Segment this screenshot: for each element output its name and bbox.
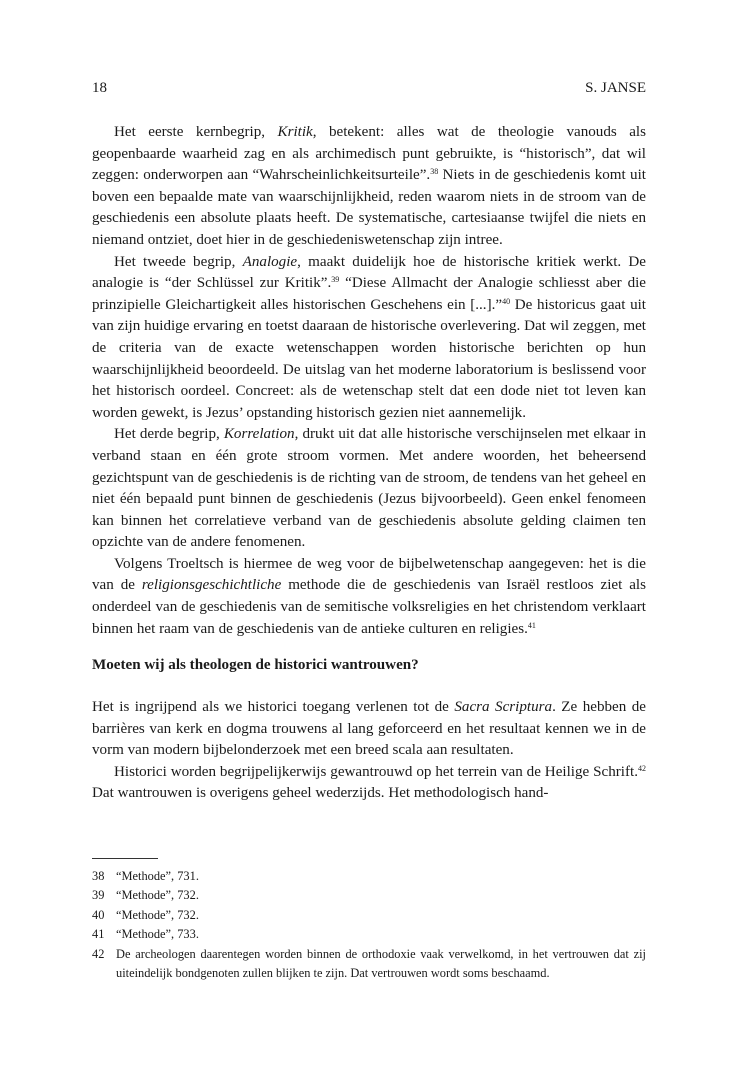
- footnote-text: De archeologen daarentegen worden binnen de orthodoxie vaak verwelkomd, in het vertrouwen dat zij uiteindelijk bondgenoten zullen blijken te zijn. Dat vertrouwen wordt soms beschaamd.: [116, 946, 646, 981]
- section-text: [92, 697, 646, 805]
- footnote-number: 41: [92, 927, 105, 942]
- page-number: 18: [92, 80, 107, 96]
- page-header: [92, 79, 646, 97]
- footnote-ref: 38: [430, 167, 439, 177]
- footnote: [92, 906, 646, 925]
- footnote-ref: 41: [527, 620, 536, 630]
- footnote-number: 39: [92, 888, 105, 903]
- footnote: [92, 945, 646, 984]
- text-run: “Diese Allmacht der Analogie schliesst aber die prinzipielle Gleichartigkeit alles historischen Geschehens ein [...].”: [92, 275, 647, 313]
- footnote-divider: [92, 858, 158, 859]
- footnote-ref: 40: [502, 296, 511, 306]
- text-run: methode die de geschiedenis van Israël restloos ziet als onderdeel van de geschiedenis van de semitische volksreligies en het christendom verklaart binnen het raam van de geschiedenis van de antieke culturen en religies.: [92, 577, 646, 637]
- paragraph: [92, 554, 646, 640]
- text-run: De historicus gaat uit van zijn huidige ervaring en toetst daaraan de historische overlevering. Dat wil zeggen, met de criteria van de exacte wetenschappen worden historische berichten op hun waarschijnlijkheid beoordeeld. De uitslag van het moderne laboratorium is beslissend voor het historisch oordeel. Concreet: als de wetenschap stelt dat een dode niet tot leven kan worden gewekt, is Jezus’ opstanding historisch gezien niet aannemelijk.: [92, 296, 647, 421]
- footnotes: [92, 867, 646, 983]
- italic-term: Sacra Scriptura: [454, 699, 553, 715]
- italic-term: religionsgeschichtliche: [141, 577, 282, 594]
- footnote: [92, 867, 646, 886]
- paragraph: [92, 122, 646, 252]
- footnote-number: 42: [92, 946, 105, 961]
- paragraph: [92, 762, 646, 805]
- footnote-text: “Methode”, 733.: [116, 927, 199, 942]
- footnote: [92, 925, 646, 944]
- text-run: , betekent: alles wat de theologie vanouds als geopenbaarde waarheid zag en als archimedisch punt gebruikte, is “historisch”, dat wil zeggen: onderworpen aan “Wahrscheinlichkeitsurteile”.: [92, 124, 646, 184]
- paragraph: [92, 424, 646, 554]
- text-run: Historici worden begrijpelijkerwijs gewantrouwd op het terrein van de Heilige Schrift.: [114, 763, 638, 780]
- italic-term: Analogie: [242, 253, 298, 270]
- italic-term: Korrelation: [223, 426, 295, 443]
- text-run: Niets in de geschiedenis komt uit boven een bepaalde mate van waarschijnlijkheid, reden waarom niets in de stroom van de geschiedenis een absolute plaats heeft. De systematische, cartesiaanse twijfel die niets en niemand ontziet, doet hier in de geschiedeniswetenschap zijn intree.: [92, 167, 646, 248]
- footnote-text: “Methode”, 731.: [116, 869, 199, 883]
- text-run: , drukt uit dat alle historische verschijnselen met elkaar in verband staan en één grote stroom vormen. Met andere woorden, het beheersend gezichtspunt van de geschiedenis is de richting van de stroom, de tendens van het geheel en niet één bepaald punt binnen de geschiedenis (Jezus bijvoorbeeld). Geen enkel fenomeen kan binnen het correlatieve verband van de geschiedenis absolute gelding claimen ten opzichte van de andere fenomenen.: [92, 426, 646, 551]
- text-run: Het tweede begrip,: [114, 253, 243, 270]
- text-run: , maakt duidelijk hoe de historische kritiek werkt. De analogie is “der Schlüssel zur Kritik”.: [92, 253, 647, 292]
- footnote-text: “Methode”, 732.: [116, 888, 199, 903]
- footnote-number: 38: [92, 869, 105, 883]
- text-run: Het eerste kernbegrip,: [114, 124, 278, 140]
- text-run: Volgens Troeltsch is hiermee de weg voor de bijbelwetenschap aangegeven: het is die van de: [92, 555, 646, 594]
- section-heading: Moeten wij als theologen de historici wantrouwen?: [92, 657, 419, 673]
- footnote-text: “Methode”, 732.: [116, 907, 199, 922]
- footnote: [92, 886, 646, 905]
- italic-term: Kritik: [277, 124, 313, 140]
- text-run: Het derde begrip,: [114, 426, 224, 443]
- text-run: Dat wantrouwen is overigens geheel wederzijds. Het methodologisch hand-: [92, 785, 549, 802]
- footnote-ref: 39: [331, 275, 340, 285]
- footnote-number: 40: [92, 907, 105, 922]
- footnote-ref: 42: [638, 763, 646, 773]
- text-run: . Ze hebben de barrières van kerk en dogma trouwens al lang geforceerd en het resultaat kennen we in de vorm van modern bijbelonderzoek met een breed scala aan resultaten.: [92, 699, 646, 759]
- paragraph: [92, 252, 646, 425]
- running-head: S. JANSE: [585, 80, 646, 96]
- text-run: Het is ingrijpend als we historici toegang verlenen tot de: [92, 699, 455, 715]
- main-text: [92, 122, 646, 640]
- paragraph: [92, 697, 646, 762]
